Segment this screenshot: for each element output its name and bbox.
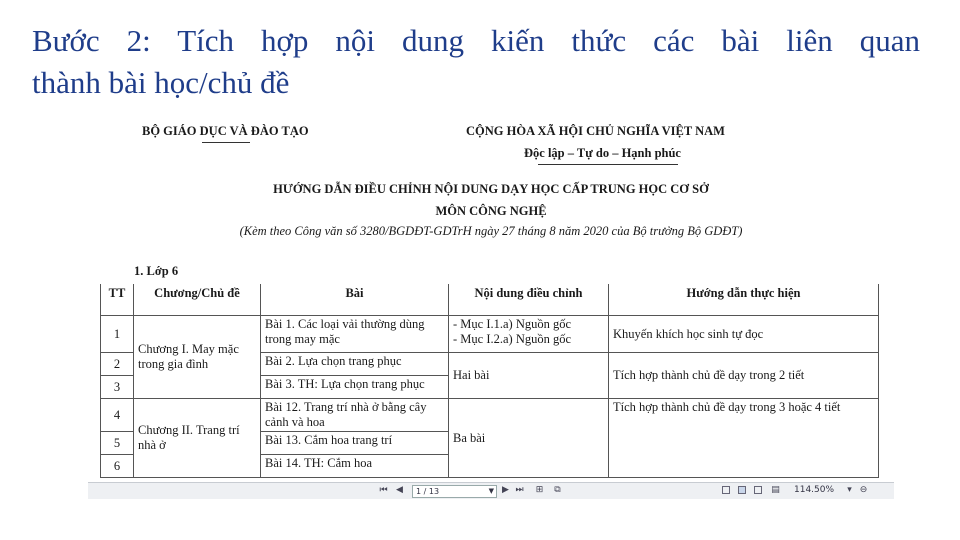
document-screenshot <box>88 112 894 482</box>
table-header-row <box>101 284 879 316</box>
continuous-view-icon[interactable] <box>738 486 746 494</box>
document-subtitle: (Kèm theo Công văn số 3280/BGDĐT-GDTrH ngày 27 tháng 8 năm 2020 của Bộ trưởng Bộ GDĐT) <box>239 224 743 238</box>
adjustment-line: - Mục I.2.a) Nguồn gốc <box>453 332 572 346</box>
previous-page-icon[interactable]: ◀ <box>396 485 403 495</box>
lesson-cell: Bài 14. TH: Cắm hoa <box>261 455 449 478</box>
header-lesson: Bài <box>261 284 449 316</box>
row-number: 4 <box>101 399 134 432</box>
zoom-level[interactable]: 114.50% <box>794 485 835 495</box>
zoom-out-icon[interactable]: ⊖ <box>859 485 868 495</box>
header-tt: TT <box>101 284 134 316</box>
table-row <box>101 399 879 432</box>
republic-header: CỘNG HÒA XÃ HỘI CHỦ NGHĨA VIỆT NAM <box>466 124 725 138</box>
row-number: 2 <box>101 353 134 376</box>
last-page-icon[interactable]: ⏭ <box>515 485 524 495</box>
header-guide: Hướng dẫn thực hiện <box>609 284 879 316</box>
slide-title <box>32 20 920 104</box>
lesson-cell: Bài 13. Cắm hoa trang trí <box>261 432 449 455</box>
row-number: 1 <box>101 316 134 353</box>
adjustment-cell <box>449 316 609 353</box>
guide-cell: Khuyến khích học sinh tự đọc <box>609 316 879 353</box>
lesson-cell: Bài 2. Lựa chọn trang phục <box>261 353 449 376</box>
page-indicator: 1 / 13 <box>416 487 440 496</box>
thumbnail-view-icon[interactable]: ⊞ <box>535 485 544 495</box>
chevron-down-icon: ▼ <box>488 487 494 495</box>
adjustment-cell: Ba bài <box>449 399 609 478</box>
guide-cell: Tích hợp thành chủ đề dạy trong 3 hoặc 4 tiết <box>609 399 879 478</box>
adjustment-table <box>100 284 879 478</box>
reading-view-icon[interactable]: ▤ <box>771 485 780 495</box>
first-page-icon[interactable]: ⏮ <box>379 485 388 495</box>
adjustment-line: - Mục I.1.a) Nguồn gốc <box>453 317 572 331</box>
adjustment-cell: Hai bài <box>449 353 609 399</box>
header-chapter: Chương/Chủ đề <box>134 284 261 316</box>
zoom-menu-icon[interactable]: ▾ <box>847 485 852 495</box>
page-layout-icon[interactable]: ⧉ <box>554 485 561 495</box>
table-row <box>101 316 879 353</box>
ministry-header: BỘ GIÁO DỤC VÀ ĐÀO TẠO <box>142 124 309 138</box>
next-page-icon[interactable]: ▶ <box>502 485 509 495</box>
lesson-cell: Bài 12. Trang trí nhà ở bằng cây cảnh và hoa <box>261 399 449 432</box>
page-number-selector[interactable] <box>412 485 497 498</box>
chapter-cell: Chương II. Trang trí nhà ở <box>134 399 261 478</box>
single-page-view-icon[interactable] <box>722 486 730 494</box>
row-number: 3 <box>101 376 134 399</box>
document-subject: MÔN CÔNG NGHỆ <box>435 204 547 218</box>
two-page-view-icon[interactable] <box>754 486 762 494</box>
row-number: 5 <box>101 432 134 455</box>
header-adjustment: Nội dung điều chỉnh <box>449 284 609 316</box>
row-number: 6 <box>101 455 134 478</box>
chapter-cell: Chương I. May mặc trong gia đình <box>134 316 261 399</box>
slide-title-line-1: Bước 2: Tích hợp nội dung kiến thức các bài liên quan <box>32 23 920 58</box>
slide-title-line-2: thành bài học/chủ đề <box>32 65 290 100</box>
grade-heading: 1. Lớp 6 <box>134 264 179 278</box>
lesson-cell: Bài 1. Các loại vải thường dùng trong may mặc <box>261 316 449 353</box>
pdf-viewer-toolbar <box>88 482 894 499</box>
national-motto: Độc lập – Tự do – Hạnh phúc <box>524 146 681 160</box>
lesson-cell: Bài 3. TH: Lựa chọn trang phục <box>261 376 449 399</box>
guide-cell: Tích hợp thành chủ đề dạy trong 2 tiết <box>609 353 879 399</box>
document-title: HƯỚNG DẪN ĐIỀU CHỈNH NỘI DUNG DẠY HỌC CẤP TRUNG HỌC CƠ SỞ <box>273 182 709 196</box>
